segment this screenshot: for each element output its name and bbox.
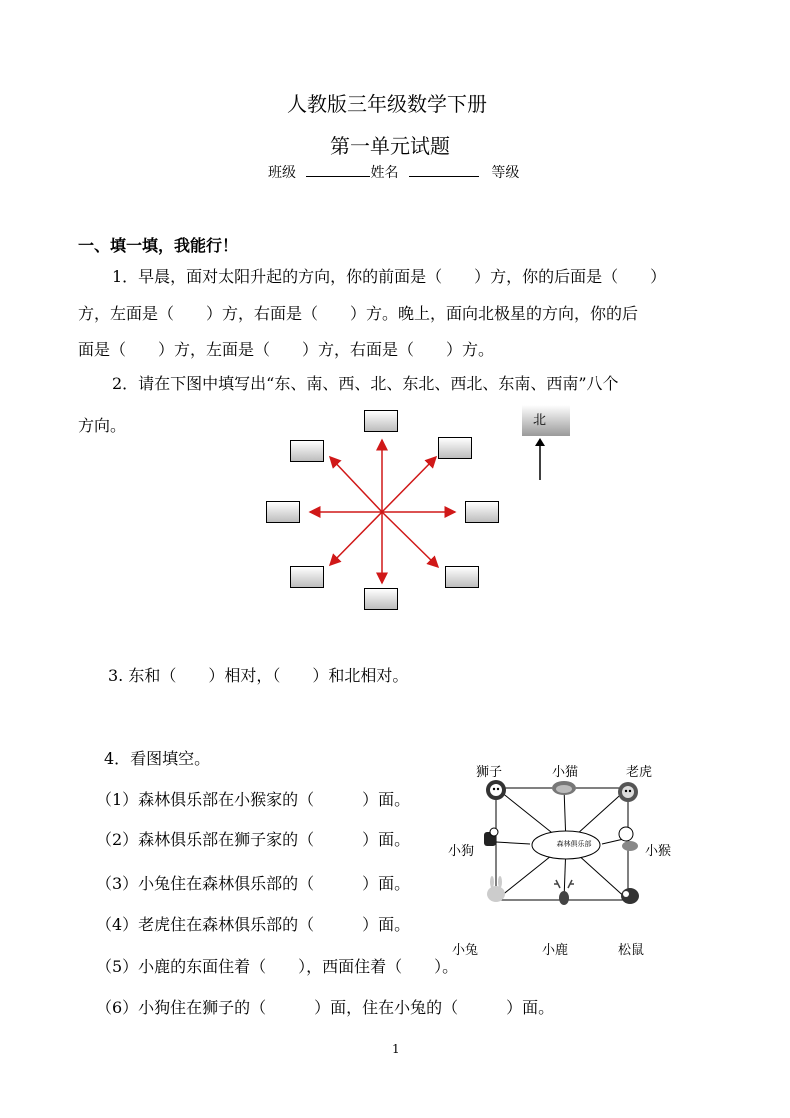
direction-box-upper-right[interactable] [438, 437, 472, 459]
question-1-line-1: 1．早晨，面对太阳升起的方向，你的前面是（ ）方，你的后面是（ ） [112, 267, 667, 286]
direction-box-left[interactable] [266, 501, 300, 523]
question-4-item-6: （6）小狗住在狮子的（ ）面，住在小兔的（ ）面。 [96, 998, 555, 1017]
question-4-item-1: （1）森林俱乐部在小猴家的（ ）面。 [96, 790, 411, 809]
class-blank [306, 162, 370, 177]
arrow-downleft [330, 512, 382, 565]
lion-label: 狮子 [476, 765, 503, 780]
question-1-line-2: 方，左面是（ ）方，右面是（ ）方。晚上，面向北极星的方向，你的后 [78, 304, 639, 323]
club-label: 森林俱乐部 [556, 840, 592, 848]
question-4-item-2: （2）森林俱乐部在狮子家的（ ）面。 [96, 830, 411, 849]
arrow-upright [382, 457, 436, 512]
name-label: 姓名 [370, 165, 399, 181]
dog-label: 小狗 [448, 844, 475, 859]
student-info-line [268, 162, 519, 183]
question-3: 3. 东和（ ）相对，（ ）和北相对。 [108, 666, 409, 685]
deer-label: 小鹿 [542, 943, 569, 958]
direction-box-top[interactable] [364, 410, 398, 432]
arrow-upleft [330, 457, 382, 512]
tiger-label: 老虎 [626, 765, 653, 780]
direction-box-upper-left[interactable] [290, 440, 324, 462]
page-title: 人教版三年级数学下册 [287, 92, 487, 116]
squirrel-label: 松鼠 [618, 943, 645, 958]
arrow-downright [382, 512, 438, 567]
dog-icon [484, 828, 498, 846]
monkey-icon [619, 827, 638, 851]
lion-icon [486, 780, 506, 800]
question-4-title: 4．看图填空。 [104, 749, 211, 768]
direction-box-lower-left[interactable] [290, 566, 324, 588]
cat-label: 小猫 [552, 765, 579, 780]
direction-box-lower-right[interactable] [445, 566, 479, 588]
question-4-item-4: （4）老虎住在森林俱乐部的（ ）面。 [96, 915, 411, 934]
question-4-item-3: （3）小兔住在森林俱乐部的（ ）面。 [96, 874, 411, 893]
compass-arrows [310, 440, 455, 583]
class-label: 班级 [268, 165, 296, 181]
north-arrow-icon [533, 438, 547, 480]
page-number: 1 [392, 1042, 400, 1056]
question-2-line-2: 方向。 [78, 416, 127, 435]
question-4-item-5: （5）小鹿的东面住着（ ），西面住着（ ）。 [96, 957, 459, 976]
name-blank [409, 162, 479, 177]
question-1-line-3: 面是（ ）方，左面是（ ）方，右面是（ ）方。 [78, 340, 495, 359]
squirrel-icon [621, 888, 639, 904]
monkey-label: 小猴 [645, 844, 672, 859]
question-2-line-1: 2．请在下图中填写出“东、南、西、北、东北、西北、东南、西南”八个 [112, 374, 619, 393]
section-heading: 一、填一填，我能行！ [78, 236, 239, 255]
direction-box-right[interactable] [465, 501, 499, 523]
page-subtitle: 第一单元试题 [330, 134, 450, 158]
direction-box-bottom[interactable] [364, 588, 398, 610]
tiger-icon [618, 782, 638, 802]
north-indicator [522, 405, 570, 436]
deer-icon [554, 880, 574, 905]
cat-icon [552, 781, 576, 795]
north-label: 北 [533, 413, 547, 428]
rabbit-label: 小兔 [452, 943, 479, 958]
grade-label: 等级 [491, 165, 520, 181]
